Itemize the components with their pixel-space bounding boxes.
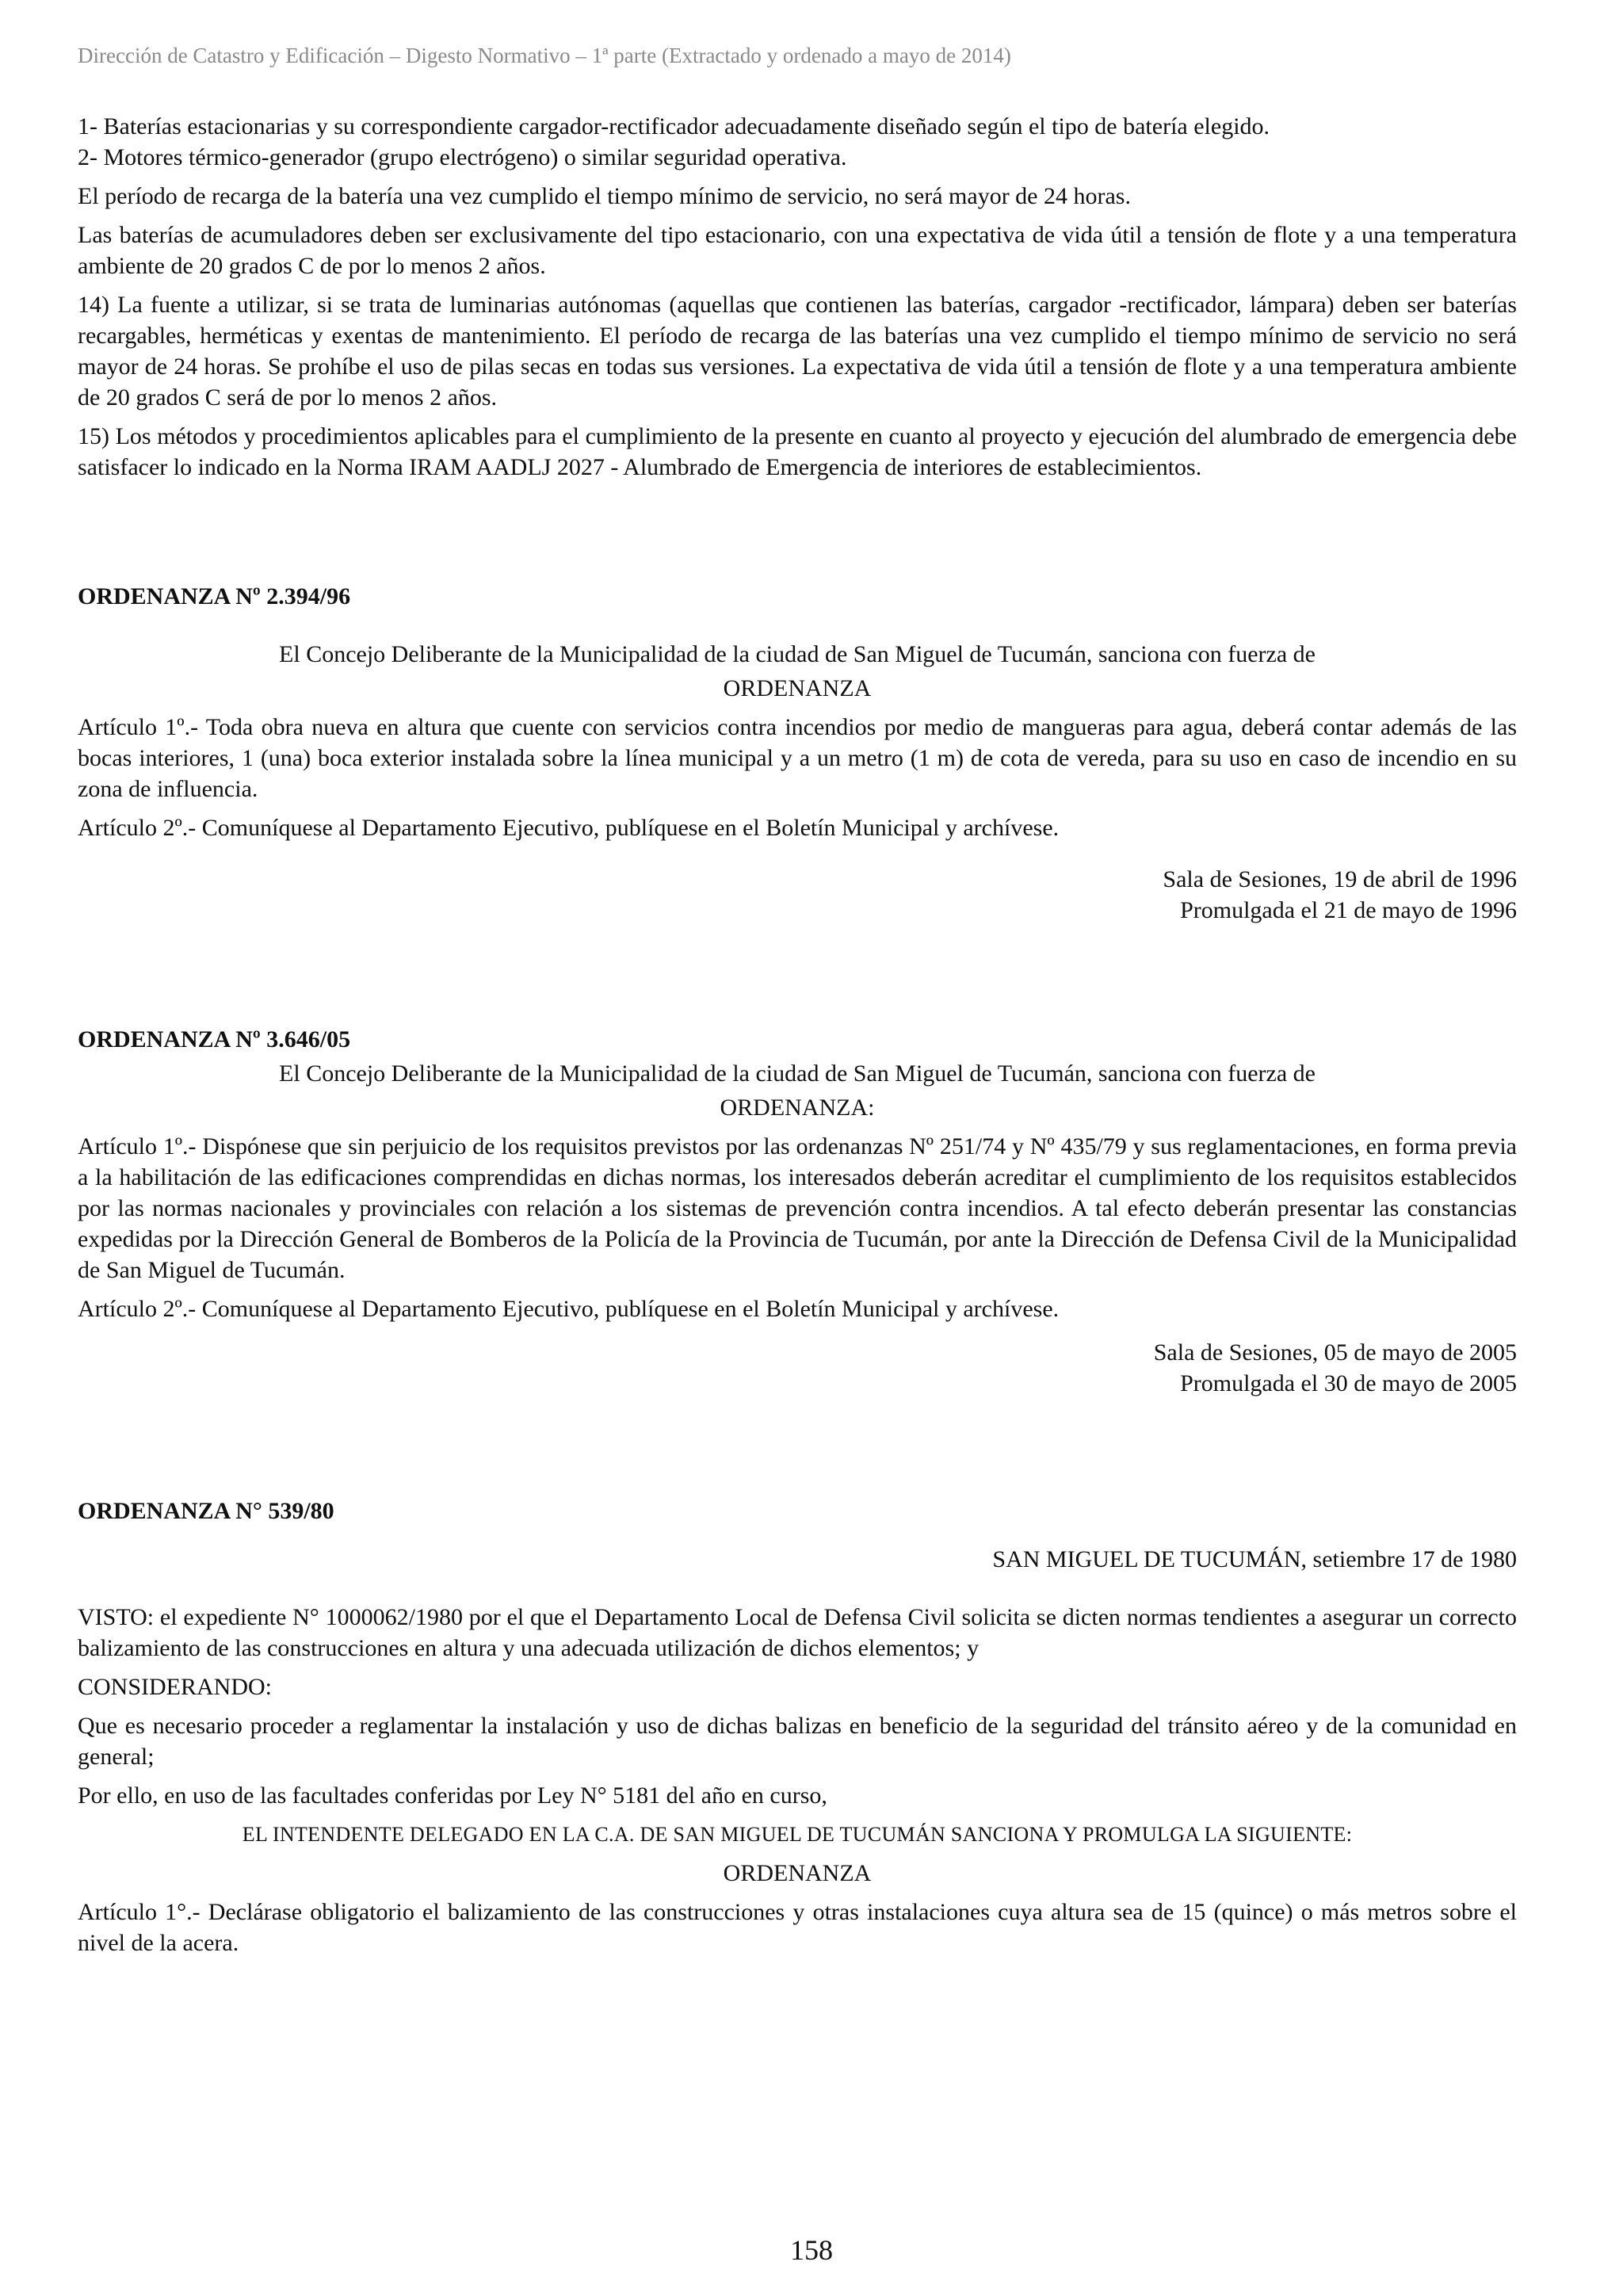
que-paragraph: Que es necesario proceder a reglamentar la instalación y uso de dichas balizas en beneficio de la seguridad del tránsito aéreo y de la comunidad en general;: [78, 1713, 1517, 1770]
intendente-line: EL INTENDENTE DELEGADO EN LA C.A. DE SAN MIGUEL DE TUCUMÁN SANCIONA Y PROMULGA LA SIGUIENTE:: [242, 1823, 1353, 1846]
promulgation-date: Promulgada el 21 de mayo de 1996: [1180, 897, 1517, 923]
article-1: Artículo 1°.- Declárase obligatorio el balizamiento de las construcciones y otras instalaciones cuya altura sea de 15 (quince) o más metros sobre el nivel de la acera.: [78, 1899, 1517, 1956]
intro-line-1: 1- Baterías estacionarias y su correspondiente cargador-rectificador adecuadamente diseñado según el tipo de batería elegido.: [78, 113, 1270, 139]
article-2: Artículo 2º.- Comuníquese al Departamento Ejecutivo, publíquese en el Boletín Municipal y archívese.: [78, 815, 1060, 841]
considerando-label: CONSIDERANDO:: [78, 1674, 273, 1700]
intro-line-2: 2- Motores térmico-generador (grupo electrógeno) o similar seguridad operativa.: [78, 144, 847, 170]
place-date: SAN MIGUEL DE TUCUMÁN, setiembre 17 de 1980: [992, 1546, 1517, 1572]
ordinance-title: ORDENANZA N° 539/80: [78, 1498, 334, 1524]
ordinance-label: ORDENANZA: [723, 1860, 872, 1886]
article-1: Artículo 1º.- Dispónese que sin perjuicio de los requisitos previstos por las ordenanzas Nº 251/74 y Nº 435/79 y sus reglamentaciones, en forma previa a la habilitación de las edificaciones comprendidas en dichas normas, los interesados deberán acreditar el cumplimiento de los requisitos establecidos por las normas nacionales y provinciales con relación a los sistemas de prevención contra incendios. A tal efecto deberán presentar las constancias expedidas por la Dirección General de Bomberos de la Policía de la Provincia de Tucumán, por ante la Dirección de Defensa Civil de la Municipalidad de San Miguel de Tucumán.: [78, 1133, 1517, 1283]
session-date: Sala de Sesiones, 19 de abril de 1996: [1163, 866, 1517, 892]
article-2: Artículo 2º.- Comuníquese al Departamento Ejecutivo, publíquese en el Boletín Municipal y archívese.: [78, 1296, 1060, 1322]
intro-recharge: El período de recarga de la batería una vez cumplido el tiempo mínimo de servicio, no será mayor de 24 horas.: [78, 183, 1131, 209]
intro-batteries: Las baterías de acumuladores deben ser exclusivamente del tipo estacionario, con una expectativa de vida útil a tensión de flote y a una temperatura ambiente de 20 grados C de por lo menos 2 años.: [78, 222, 1517, 279]
session-date: Sala de Sesiones, 05 de mayo de 2005: [1153, 1339, 1517, 1366]
page-number: 158: [790, 2234, 833, 2266]
running-header: Dirección de Catastro y Edificación – Digesto Normativo – 1ª parte (Extractado y ordenado a mayo de 2014): [78, 44, 1011, 67]
ordinance-title: ORDENANZA Nº 2.394/96: [78, 583, 351, 609]
item-15: 15) Los métodos y procedimientos aplicables para el cumplimiento de la presente en cuanto al proyecto y ejecución del alumbrado de emergencia debe satisfacer lo indicado en la Norma IRAM AADLJ 2027 - Alumbrado de Emergencia de interiores de establecimientos.: [78, 423, 1517, 480]
ordinance-label: ORDENANZA: [723, 675, 872, 701]
ordinance-preamble: El Concejo Deliberante de la Municipalidad de la ciudad de San Miguel de Tucumán, sanciona con fuerza de: [279, 1060, 1316, 1087]
ordinance-title: ORDENANZA Nº 3.646/05: [78, 1026, 351, 1052]
ordinance-preamble: El Concejo Deliberante de la Municipalidad de la ciudad de San Miguel de Tucumán, sanciona con fuerza de: [279, 641, 1316, 667]
por-ello-paragraph: Por ello, en uso de las facultades conferidas por Ley N° 5181 del año en curso,: [78, 1782, 827, 1809]
visto-paragraph: VISTO: el expediente N° 1000062/1980 por el que el Departamento Local de Defensa Civil solicita se dicten normas tendientes a asegurar un correcto balizamiento de las construcciones en altura y una adecuada utilización de dichos elementos; y: [78, 1604, 1517, 1661]
item-14: 14) La fuente a utilizar, si se trata de luminarias autónomas (aquellas que contienen las baterías, cargador -rectificador, lámpara) deben ser baterías recargables, herméticas y exentas de mantenimiento. El período de recarga de las baterías una vez cumplido el tiempo mínimo de servicio no será mayor de 24 horas. Se prohíbe el uso de pilas secas en todas sus versiones. La expectativa de vida útil a tensión de flote y a una temperatura ambiente de 20 grados C será de por lo menos 2 años.: [78, 292, 1517, 411]
promulgation-date: Promulgada el 30 de mayo de 2005: [1180, 1370, 1517, 1396]
ordinance-label: ORDENANZA:: [720, 1095, 875, 1121]
article-1: Artículo 1º.- Toda obra nueva en altura que cuente con servicios contra incendios por medio de mangueras para agua, deberá contar además de las bocas interiores, 1 (una) boca exterior instalada sobre la línea municipal y a un metro (1 m) de cota de vereda, para su uso en caso de incendio en su zona de influencia.: [78, 714, 1517, 802]
